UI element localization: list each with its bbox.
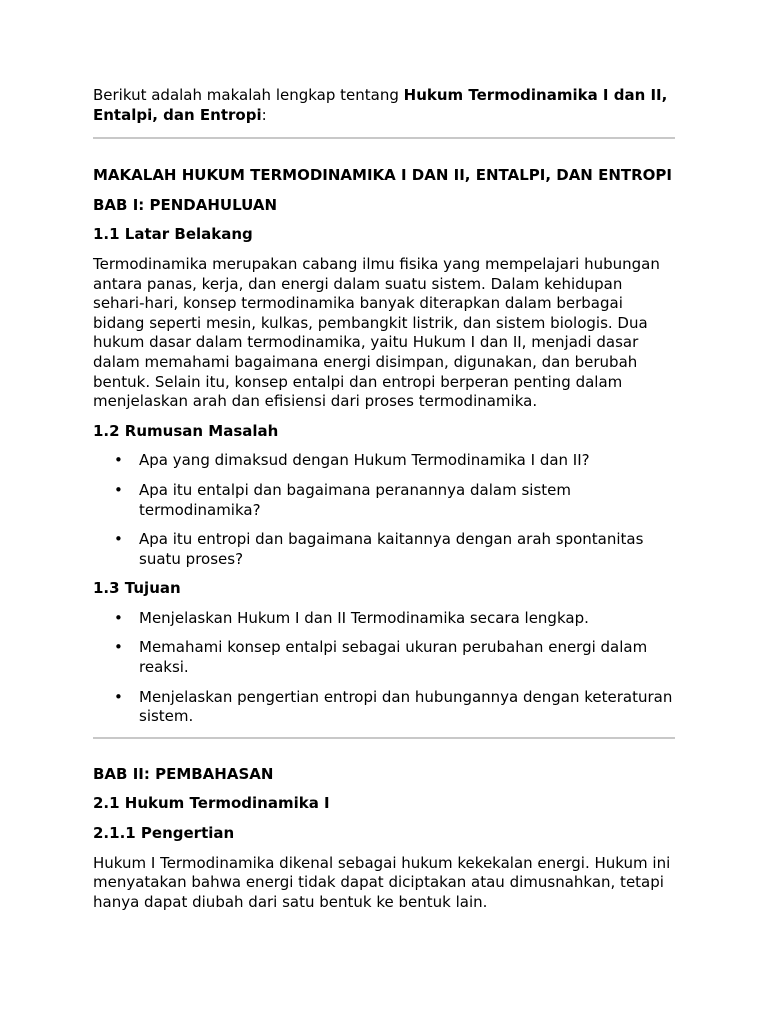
intro-suffix: : bbox=[261, 105, 267, 124]
document-title: MAKALAH HUKUM TERMODINAMIKA I DAN II, ENTALPI, DAN ENTROPI bbox=[93, 166, 672, 185]
chapter-1-heading: BAB I: PENDAHULUAN bbox=[93, 195, 277, 214]
section-divider bbox=[93, 137, 675, 139]
list-item-text: Apa yang dimaksud dengan Hukum Termodinamika I dan II? bbox=[139, 451, 590, 470]
chapter-2-heading: BAB II: PEMBAHASAN bbox=[93, 764, 274, 783]
list-item-text: Menjelaskan Hukum I dan II Termodinamika secara lengkap. bbox=[139, 608, 589, 627]
list-item bbox=[93, 530, 675, 569]
list-item bbox=[93, 481, 675, 520]
intro-prefix: Berikut adalah makalah lengkap tentang bbox=[93, 86, 404, 104]
bullet-icon: • bbox=[114, 608, 123, 627]
bullet-icon: • bbox=[114, 638, 123, 657]
bullet-icon: • bbox=[114, 687, 123, 706]
list-item bbox=[93, 609, 675, 629]
section-2-1-heading: 2.1 Hukum Termodinamika I bbox=[93, 794, 330, 813]
list-item-text: Apa itu entropi dan bagaimana kaitannya dengan arah spontanitas suatu proses? bbox=[139, 530, 644, 568]
intro-paragraph bbox=[93, 86, 675, 125]
list-item-text: Memahami konsep entalpi sebagai ukuran perubahan energi dalam reaksi. bbox=[139, 638, 648, 677]
section-1-2-heading: 1.2 Rumusan Masalah bbox=[93, 421, 279, 440]
bullet-icon: • bbox=[114, 530, 123, 549]
objectives-list bbox=[93, 609, 675, 727]
section-divider bbox=[93, 737, 675, 739]
section-1-3-heading: 1.3 Tujuan bbox=[93, 579, 181, 598]
list-item bbox=[93, 451, 675, 471]
section-2-1-1-text: Hukum I Termodinamika dikenal sebagai hukum kekekalan energi. Hukum ini menyatakan bahwa energi tidak dapat diciptakan atau dimusnahkan, tetapi hanya dapat diubah dari satu bentuk ke bentuk lain. bbox=[93, 853, 671, 911]
bullet-icon: • bbox=[114, 451, 123, 470]
intro-topic: Hukum Termodinamika I dan II, Entalpi, dan Entropi bbox=[93, 86, 668, 124]
document-page bbox=[93, 86, 675, 922]
section-2-1-1-heading: 2.1.1 Pengertian bbox=[93, 824, 235, 843]
section-1-1-text: Termodinamika merupakan cabang ilmu fisika yang mempelajari hubungan antara panas, kerja, dan energi dalam suatu sistem. Dalam kehidupan sehari-hari, konsep termodinamika banyak diterapkan dalam berbagai bidang seperti mesin, kulkas, pembangkit listrik, dan sistem biologis. Dua hukum dasar dalam termodinamika, yaitu Hukum I dan II, menjadi dasar dalam memahami bagaimana energi disimpan, digunakan, dan berubah bentuk. Selain itu, konsep entalpi dan entropi berperan penting dalam menjelaskan arah dan efisiensi dari proses termodinamika. bbox=[93, 254, 660, 411]
list-item-text: Menjelaskan pengertian entropi dan hubungannya dengan keteraturan sistem. bbox=[139, 687, 673, 726]
section-1-1-heading: 1.1 Latar Belakang bbox=[93, 225, 253, 244]
list-item bbox=[93, 638, 675, 677]
list-item-text: Apa itu entalpi dan bagaimana peranannya dalam sistem termodinamika? bbox=[139, 480, 571, 519]
list-item bbox=[93, 688, 675, 727]
problem-list bbox=[93, 451, 675, 569]
bullet-icon: • bbox=[114, 480, 123, 499]
